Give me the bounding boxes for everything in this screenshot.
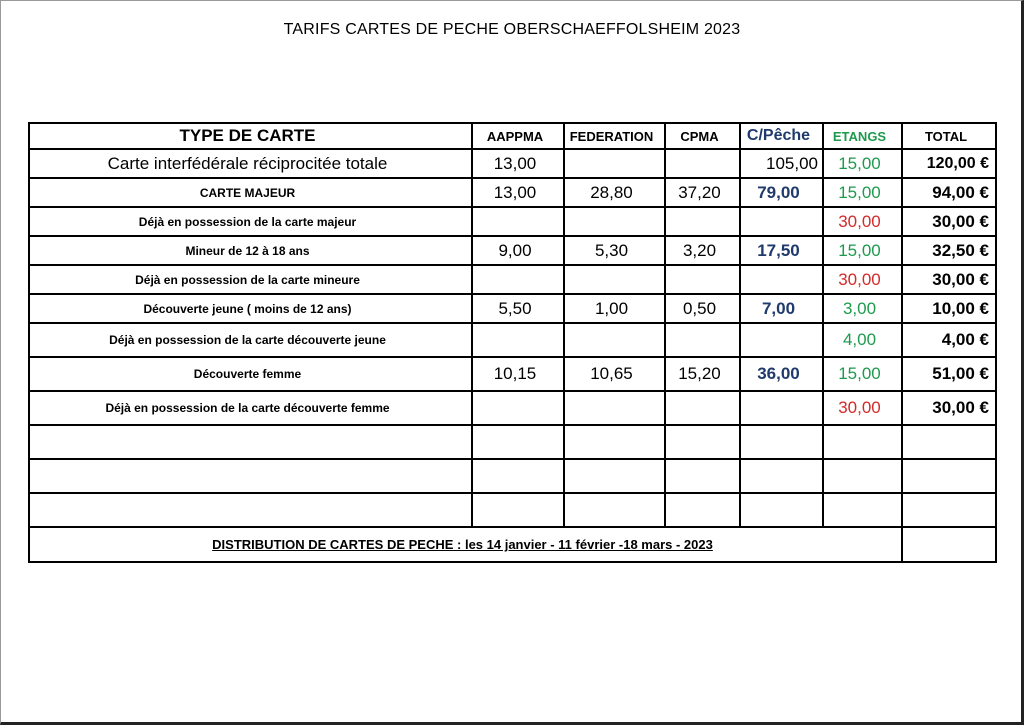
cell-cpeche: 105,00	[740, 149, 823, 178]
empty-cell	[29, 425, 472, 459]
cell-cpeche: 17,50	[740, 236, 823, 265]
cell-etangs: 15,00	[823, 178, 902, 207]
cell-aappma	[472, 391, 564, 425]
cell-cpma	[665, 323, 740, 357]
cell-total: 4,00 €	[902, 323, 996, 357]
empty-cell	[472, 493, 564, 527]
cell-etangs: 30,00	[823, 207, 902, 236]
cell-cpma: 3,20	[665, 236, 740, 265]
cell-etangs: 15,00	[823, 236, 902, 265]
row-label: Carte interfédérale réciprocitée totale	[29, 149, 472, 178]
row-label: Déjà en possession de la carte découverte jeune	[29, 323, 472, 357]
cell-federation: 1,00	[564, 294, 665, 323]
cell-total: 94,00 €	[902, 178, 996, 207]
cell-cpeche	[740, 391, 823, 425]
cell-cpma: 0,50	[665, 294, 740, 323]
empty-row	[29, 459, 996, 493]
empty-cell	[823, 425, 902, 459]
cell-federation	[564, 391, 665, 425]
cell-total: 30,00 €	[902, 265, 996, 294]
cell-aappma: 10,15	[472, 357, 564, 391]
cell-cpma	[665, 149, 740, 178]
empty-cell	[740, 459, 823, 493]
header-row	[29, 123, 996, 149]
empty-row	[29, 425, 996, 459]
cell-total: 120,00 €	[902, 149, 996, 178]
cell-etangs: 15,00	[823, 357, 902, 391]
row-label: Déjà en possession de la carte mineure	[29, 265, 472, 294]
empty-cell	[665, 459, 740, 493]
cell-total: 51,00 €	[902, 357, 996, 391]
cell-federation	[564, 265, 665, 294]
empty-cell	[29, 459, 472, 493]
cell-aappma	[472, 265, 564, 294]
empty-cell	[740, 425, 823, 459]
header-etangs: ETANGS	[823, 123, 902, 149]
header-federation: FEDERATION	[564, 123, 665, 149]
cell-cpma: 15,20	[665, 357, 740, 391]
cell-federation	[564, 149, 665, 178]
header-type-de-carte: TYPE DE CARTE	[29, 123, 472, 149]
cell-aappma: 5,50	[472, 294, 564, 323]
empty-cell	[564, 425, 665, 459]
cell-cpeche	[740, 265, 823, 294]
table-row	[29, 294, 996, 323]
empty-cell	[564, 493, 665, 527]
cell-etangs: 15,00	[823, 149, 902, 178]
empty-cell	[823, 493, 902, 527]
document-title: TARIFS CARTES DE PECHE OBERSCHAEFFOLSHEIM 2023	[283, 21, 741, 38]
table-row	[29, 236, 996, 265]
empty-cell	[29, 493, 472, 527]
empty-cell	[472, 459, 564, 493]
cell-etangs: 30,00	[823, 391, 902, 425]
empty-cell	[665, 493, 740, 527]
cell-cpma	[665, 391, 740, 425]
table-row	[29, 391, 996, 425]
row-label: CARTE MAJEUR	[29, 178, 472, 207]
row-label: Découverte femme	[29, 357, 472, 391]
cell-total: 30,00 €	[902, 391, 996, 425]
cell-federation	[564, 207, 665, 236]
empty-cell	[564, 459, 665, 493]
row-label: Déjà en possession de la carte majeur	[29, 207, 472, 236]
tariff-table	[28, 122, 997, 563]
table-row	[29, 178, 996, 207]
cell-total: 32,50 €	[902, 236, 996, 265]
cell-total: 30,00 €	[902, 207, 996, 236]
row-label: Déjà en possession de la carte découverte femme	[29, 391, 472, 425]
table-row	[29, 207, 996, 236]
cell-aappma	[472, 207, 564, 236]
cell-cpeche: 79,00	[740, 178, 823, 207]
table-row	[29, 149, 996, 178]
cell-aappma: 13,00	[472, 149, 564, 178]
cell-cpeche: 36,00	[740, 357, 823, 391]
empty-cell	[472, 425, 564, 459]
empty-row	[29, 493, 996, 527]
empty-cell	[902, 527, 996, 562]
cell-etangs: 4,00	[823, 323, 902, 357]
cell-aappma: 13,00	[472, 178, 564, 207]
cell-aappma	[472, 323, 564, 357]
cell-etangs: 3,00	[823, 294, 902, 323]
empty-cell	[902, 493, 996, 527]
cell-cpeche	[740, 207, 823, 236]
cell-cpma	[665, 207, 740, 236]
empty-cell	[740, 493, 823, 527]
table-row	[29, 265, 996, 294]
distribution-note: DISTRIBUTION DE CARTES DE PECHE : les 14 janvier - 11 février -18 mars - 2023	[29, 527, 902, 562]
header-total: TOTAL	[902, 123, 996, 149]
row-label: Découverte jeune ( moins de 12 ans)	[29, 294, 472, 323]
empty-cell	[823, 459, 902, 493]
empty-cell	[902, 425, 996, 459]
cell-cpeche: 7,00	[740, 294, 823, 323]
header-aappma: AAPPMA	[472, 123, 564, 149]
cell-federation: 28,80	[564, 178, 665, 207]
table-row	[29, 357, 996, 391]
empty-cell	[902, 459, 996, 493]
cell-federation: 10,65	[564, 357, 665, 391]
row-label: Mineur de 12 à 18 ans	[29, 236, 472, 265]
cell-federation	[564, 323, 665, 357]
table-row	[29, 323, 996, 357]
cell-etangs: 30,00	[823, 265, 902, 294]
cell-total: 10,00 €	[902, 294, 996, 323]
cell-cpma	[665, 265, 740, 294]
cell-federation: 5,30	[564, 236, 665, 265]
cell-cpma: 37,20	[665, 178, 740, 207]
empty-cell	[665, 425, 740, 459]
footer-row	[29, 527, 996, 562]
header-cpma: CPMA	[665, 123, 740, 149]
cell-cpeche	[740, 323, 823, 357]
header-cpeche: C/Pêche	[740, 123, 823, 149]
cell-aappma: 9,00	[472, 236, 564, 265]
